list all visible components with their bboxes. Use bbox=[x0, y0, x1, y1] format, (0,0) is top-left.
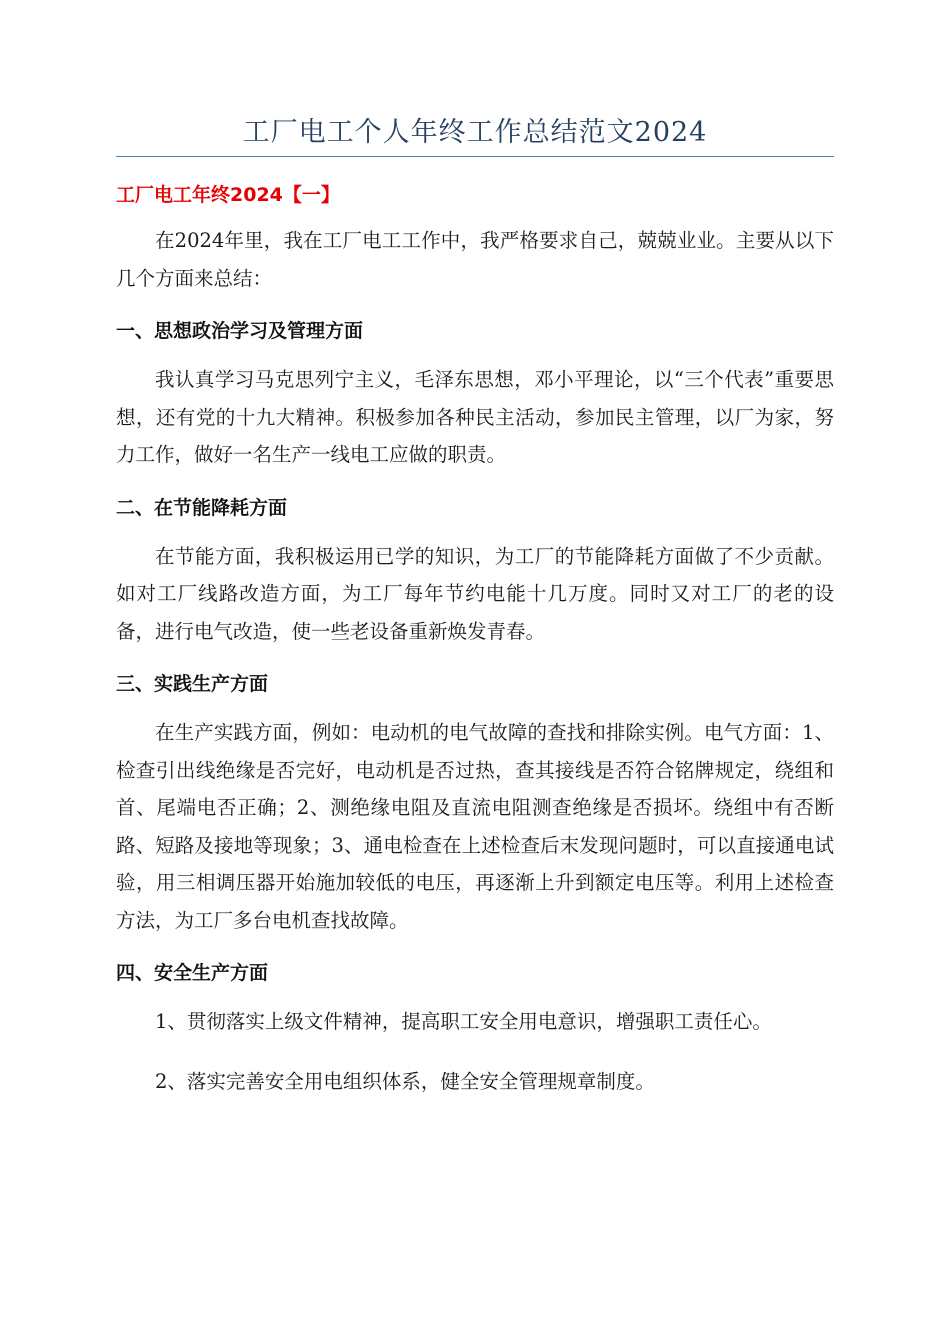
heading-production-practice: 三、实践生产方面 bbox=[116, 673, 269, 695]
paragraph-energy-saving: 在节能方面，我积极运用已学的知识，为工厂的节能降耗方面做了不少贡献。如对工厂线路改造方面，为工厂每年节约电能十几万度。同时又对工厂的老的设备，进行电气改造，使一些老设备重新焕发青春。 bbox=[116, 544, 834, 643]
heading-politics: 一、思想政治学习及管理方面 bbox=[116, 320, 364, 342]
document-page bbox=[116, 112, 834, 1100]
heading-safety: 四、安全生产方面 bbox=[116, 962, 269, 984]
heading-energy-saving: 二、在节能降耗方面 bbox=[116, 496, 288, 519]
paragraph-safety-1: 1、贯彻落实上级文件精神，提高职工安全用电意识，增强职工责任心。 bbox=[155, 1010, 772, 1033]
document-title: 工厂电工个人年终工作总结范文2024 bbox=[116, 112, 834, 157]
section-title: 工厂电工年终2024【一】 bbox=[116, 184, 340, 206]
paragraph-politics: 我认真学习马克思列宁主义，毛泽东思想，邓小平理论，以“三个代表”重要思想，还有党的十九大精神。积极参加各种民主活动，参加民主管理，以厂为家，努力工作，做好一名生产一线电工应做的职责。 bbox=[116, 368, 834, 466]
intro-paragraph: 在2024年里，我在工厂电工工作中，我严格要求自己，兢兢业业。主要从以下几个方面来总结： bbox=[116, 229, 834, 290]
paragraph-safety-2: 2、落实完善安全用电组织体系，健全安全管理规章制度。 bbox=[155, 1069, 655, 1093]
paragraph-production-practice: 在生产实践方面，例如：电动机的电气故障的查找和排除实例。电气方面：1、检查引出线绝缘是否完好，电动机是否过热，查其接线是否符合铭牌规定，绕组和首、尾端电否正确；2、测绝缘电阻及直流电阻测查绝缘是否损坏。绕组中有否断路、短路及接地等现象；3、通电检查在上述检查后末发现问题时，可以直接通电试验，用三相调压器开始施加较低的电压，再逐渐上升到额定电压等。利用上述检查方法，为工厂多台电机查找故障。 bbox=[116, 721, 834, 932]
